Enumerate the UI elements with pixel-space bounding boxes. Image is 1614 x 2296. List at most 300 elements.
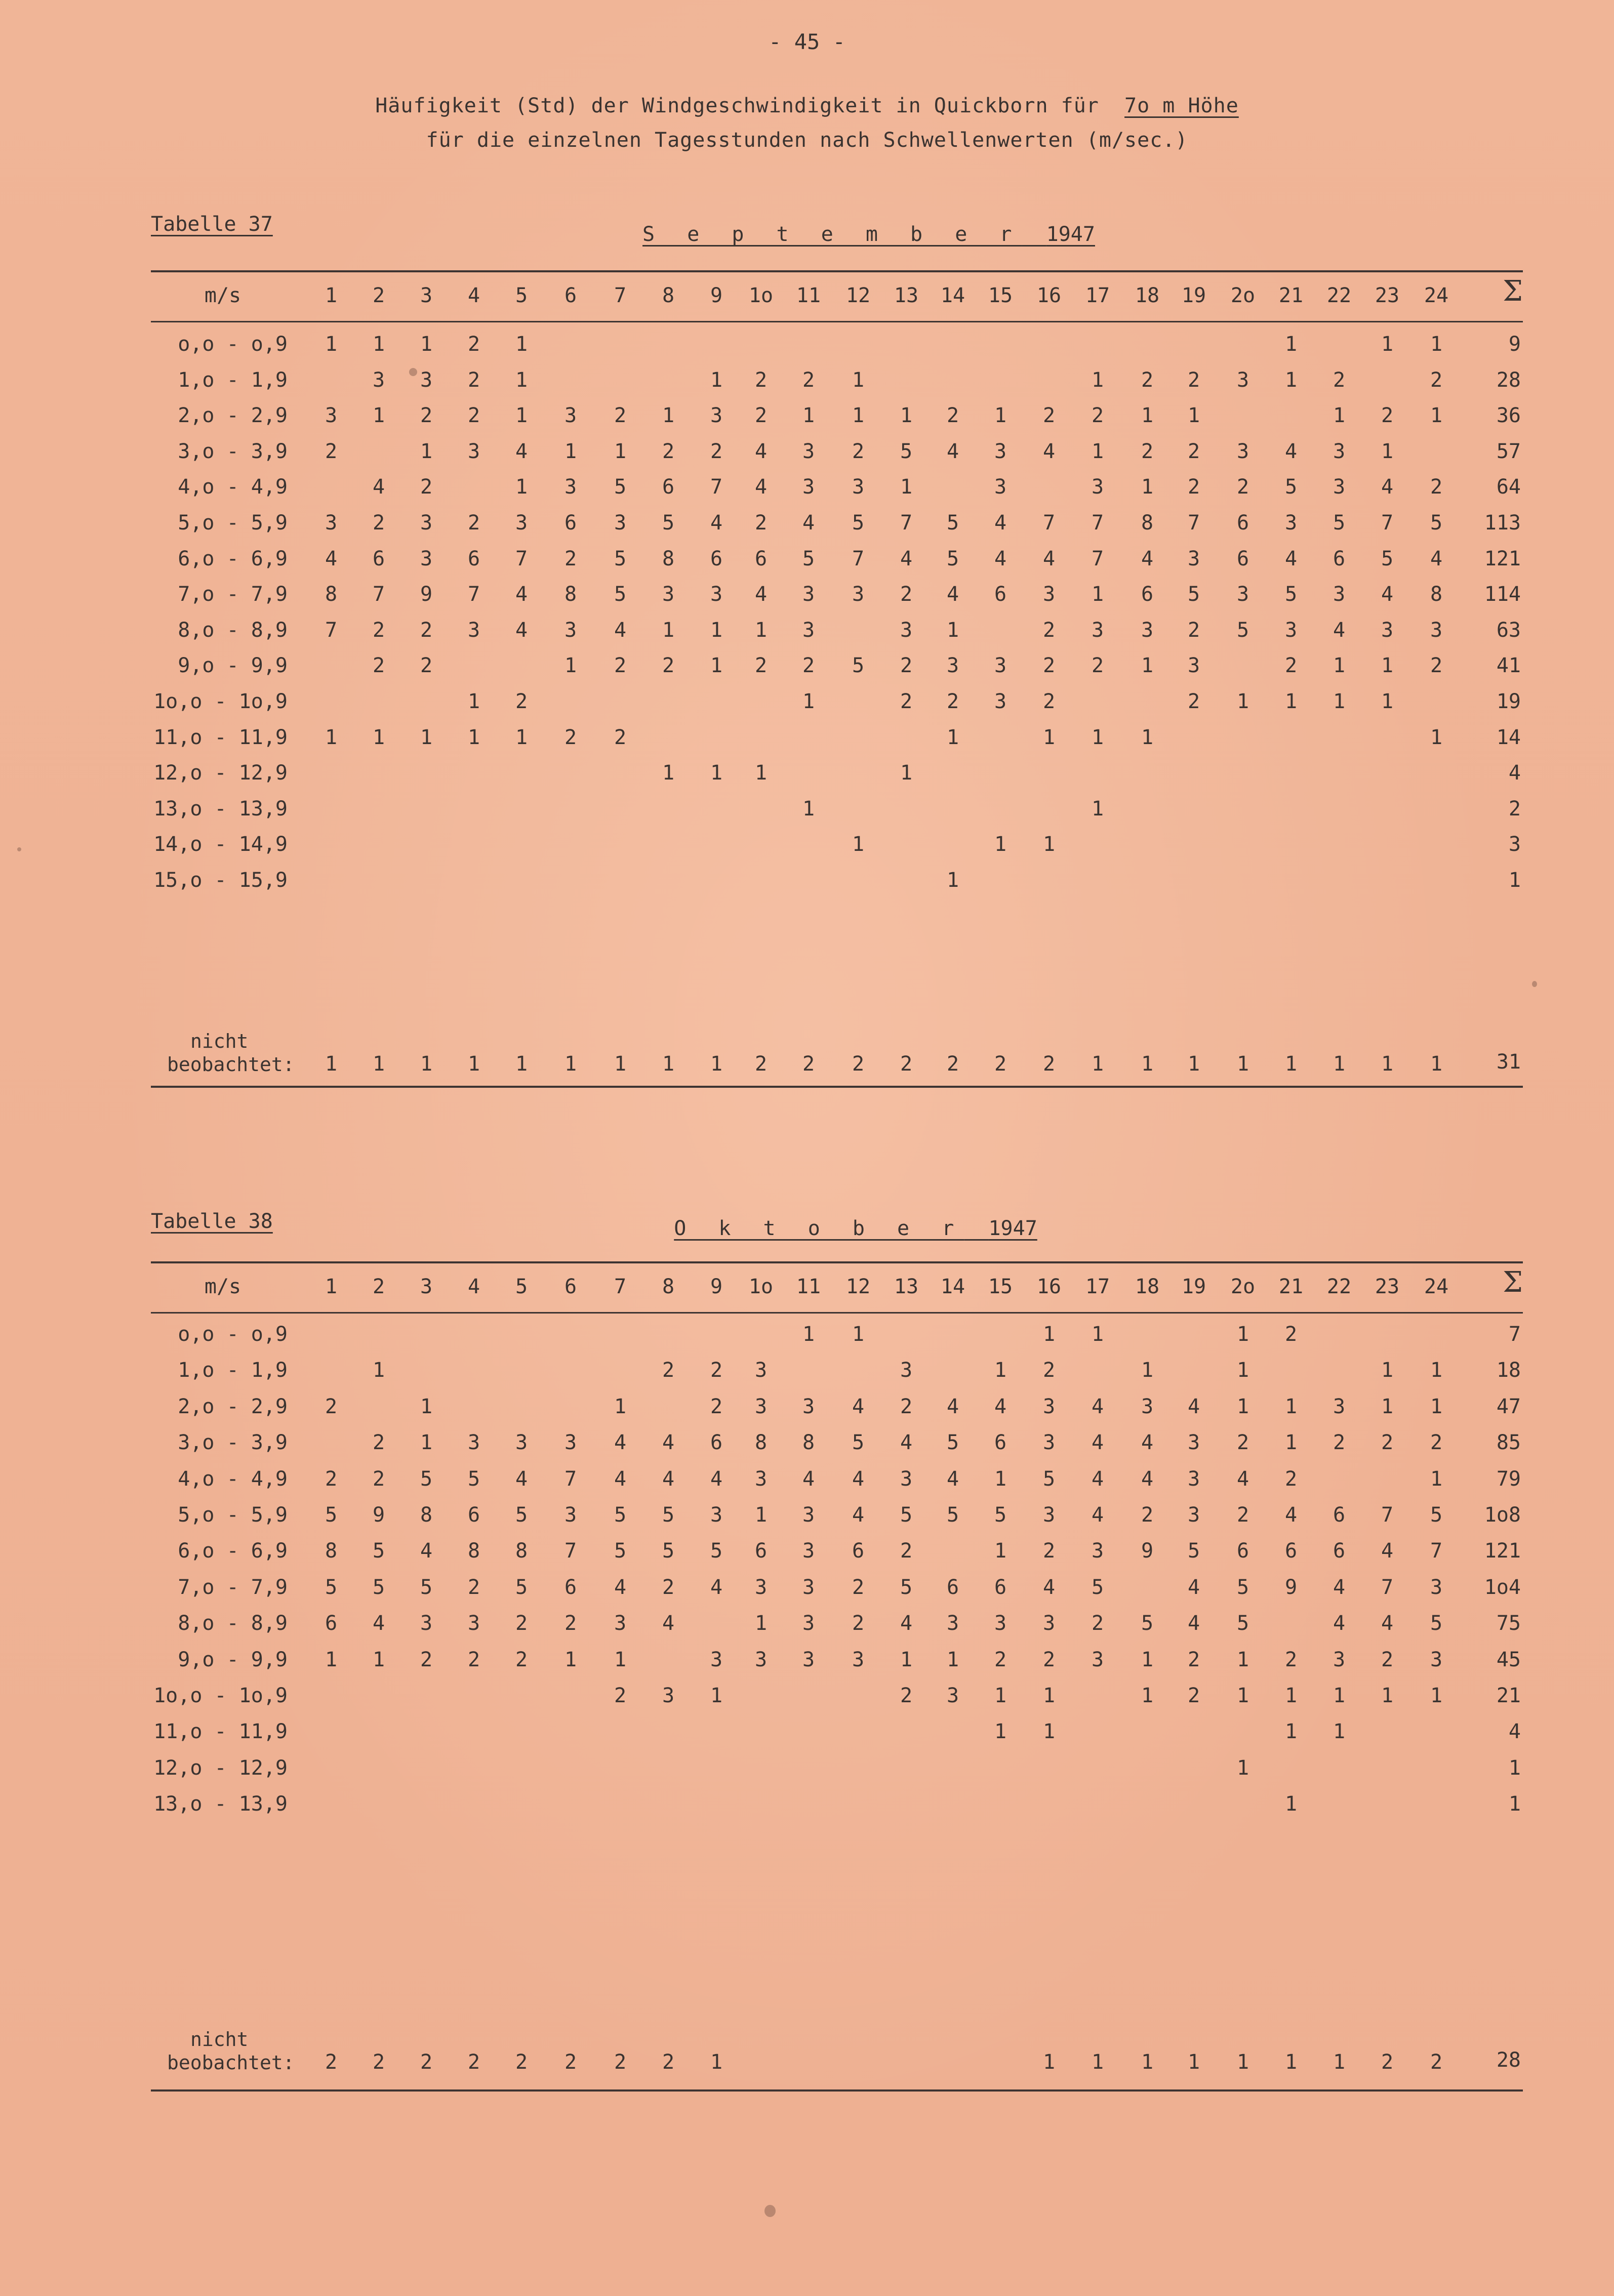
not-observed-cell: 2 — [946, 1052, 959, 1076]
table-cell: 4 — [754, 440, 768, 463]
hour-header: 13 — [894, 284, 919, 307]
table-cell: 3 — [802, 1576, 815, 1599]
table-cell: 2 — [564, 726, 577, 749]
table-cell: 1 — [852, 833, 865, 856]
table-cell: 2 — [946, 690, 959, 713]
not-observed-cell: 2 — [662, 2051, 675, 2074]
hour-header: 14 — [940, 284, 965, 307]
table-cell: 6 — [467, 547, 480, 570]
table-cell: 1 — [1141, 654, 1154, 677]
speed-range: 11,o - 11,9 — [153, 1720, 288, 1743]
speed-range: 6,o - 6,9 — [178, 547, 288, 570]
table-cell: 1 — [1091, 726, 1104, 749]
table-cell: 3 — [710, 1503, 723, 1527]
table-cell: 3 — [994, 475, 1007, 499]
table-cell: 2 — [662, 1576, 675, 1599]
table-cell: 5 — [1430, 511, 1443, 535]
table-cell: 2 — [1430, 654, 1443, 677]
hour-header: 22 — [1326, 284, 1352, 307]
table-cell: 5 — [946, 547, 959, 570]
table-cell: 8 — [515, 1539, 528, 1563]
table-cell: 4 — [1187, 1576, 1200, 1599]
not-observed-cell: 1 — [467, 1052, 480, 1076]
speed-range: 2,o - 2,9 — [178, 1395, 288, 1418]
table-cell: 3 — [754, 1395, 768, 1418]
table-cell: 1 — [662, 404, 675, 427]
table-cell: 1 — [900, 475, 913, 499]
paper-speck — [1532, 981, 1537, 987]
table-cell: 3 — [900, 619, 913, 642]
table-cell: 1 — [754, 619, 768, 642]
row-sum: 113 — [1484, 511, 1521, 535]
table-cell: 3 — [710, 583, 723, 606]
table-cell: 4 — [754, 475, 768, 499]
speed-range: 4,o - 4,9 — [178, 1467, 288, 1491]
table-cell: 4 — [515, 619, 528, 642]
table-cell: 2 — [1381, 1648, 1394, 1671]
table-cell: 1 — [1284, 1792, 1298, 1816]
table-cell: 3 — [994, 654, 1007, 677]
table-cell: 8 — [1430, 583, 1443, 606]
table-cell: 2 — [852, 1576, 865, 1599]
table-cell: 3 — [662, 1684, 675, 1707]
table-cell: 7 — [467, 583, 480, 606]
row-sum: 4 — [1508, 1720, 1521, 1743]
table-cell: 3 — [614, 511, 627, 535]
table-cell: 1 — [372, 404, 385, 427]
table-cell: 3 — [1187, 1431, 1200, 1454]
table-cell: 2 — [710, 1395, 723, 1418]
table-cell: 2 — [1187, 440, 1200, 463]
speed-range: 1,o - 1,9 — [178, 1359, 288, 1382]
table-cell: 1 — [420, 1395, 433, 1418]
table-cell: 3 — [754, 1467, 768, 1491]
table-cell: 2 — [1430, 475, 1443, 499]
table-cell: 1 — [1284, 690, 1298, 713]
table-cell: 2 — [1333, 368, 1346, 392]
table-cell: 6 — [710, 1431, 723, 1454]
table-cell: 2 — [325, 1395, 338, 1418]
row-sum: 64 — [1496, 475, 1521, 499]
table-cell: 1 — [946, 1648, 959, 1671]
title-height: 7o m Höhe — [1124, 94, 1239, 117]
hour-header: 5 — [515, 284, 528, 307]
table-cell: 2 — [1141, 1503, 1154, 1527]
not-observed-cell: 2 — [852, 1052, 865, 1076]
table-cell: 1 — [852, 368, 865, 392]
table-cell: 1 — [946, 726, 959, 749]
table-cell: 4 — [994, 547, 1007, 570]
not-observed-cell: 1 — [1430, 1052, 1443, 1076]
table-cell: 1 — [1381, 1359, 1394, 1382]
table-cell: 4 — [1042, 547, 1056, 570]
table-cell: 2 — [515, 1648, 528, 1671]
hour-header: 24 — [1424, 1275, 1449, 1298]
table-cell: 4 — [1381, 1612, 1394, 1635]
table-cell: 4 — [900, 1431, 913, 1454]
table-cell: 1 — [1381, 1395, 1394, 1418]
table-cell: 1 — [1091, 583, 1104, 606]
hour-header: 2o — [1230, 284, 1256, 307]
table-cell: 4 — [754, 583, 768, 606]
row-sum: 121 — [1484, 1539, 1521, 1563]
hour-header: 18 — [1135, 1275, 1160, 1298]
table-cell: 1 — [1091, 440, 1104, 463]
month-label — [642, 223, 1095, 246]
table-cell: 1 — [754, 761, 768, 785]
table-cell: 4 — [614, 1576, 627, 1599]
table-cell: 2 — [564, 1612, 577, 1635]
table-cell: 3 — [1381, 619, 1394, 642]
table-cell: 2 — [1042, 654, 1056, 677]
table-cell: 1 — [1236, 1395, 1249, 1418]
table-cell: 2 — [946, 404, 959, 427]
table-cell: 4 — [1284, 1503, 1298, 1527]
table-cell: 5 — [1236, 1576, 1249, 1599]
speed-range: 12,o - 12,9 — [153, 1756, 288, 1780]
table-cell: 1 — [1333, 654, 1346, 677]
table-cell: 3 — [946, 1612, 959, 1635]
table-cell: 2 — [1284, 1648, 1298, 1671]
table-cell: 4 — [1236, 1467, 1249, 1491]
not-observed-cell: 1 — [1091, 1052, 1104, 1076]
title-prefix: Häufigkeit (Std) der Windgeschwindigkeit in Quickborn für — [375, 94, 1099, 117]
table-cell: 3 — [420, 368, 433, 392]
row-sum: 63 — [1496, 619, 1521, 642]
table-cell: 2 — [1284, 1323, 1298, 1346]
table-cell: 1 — [564, 654, 577, 677]
table-cell: 2 — [754, 511, 768, 535]
month-name: O k t o b e r — [674, 1217, 964, 1240]
table-cell: 1 — [420, 333, 433, 356]
table-cell: 3 — [564, 404, 577, 427]
hour-header: 23 — [1375, 1275, 1400, 1298]
table-cell: 1 — [325, 1648, 338, 1671]
table-cell: 8 — [802, 1431, 815, 1454]
table-cell: 1 — [1333, 404, 1346, 427]
table-cell: 2 — [1042, 1359, 1056, 1382]
table-cell: 2 — [614, 404, 627, 427]
not-observed-cell: 1 — [1042, 2051, 1056, 2074]
table-cell: 1 — [1042, 1323, 1056, 1346]
table-cell: 2 — [1187, 1648, 1200, 1671]
table-cell: 3 — [900, 1359, 913, 1382]
sum-header: Σ — [1503, 275, 1523, 308]
table-cell: 4 — [1430, 547, 1443, 570]
table-cell: 2 — [900, 583, 913, 606]
row-sum: 75 — [1496, 1612, 1521, 1635]
table-cell: 1 — [994, 404, 1007, 427]
table-cell: 6 — [1236, 1539, 1249, 1563]
speed-range: o,o - o,9 — [178, 1323, 288, 1346]
table-label: Tabelle 38 — [151, 1210, 273, 1233]
table-cell: 4 — [372, 1612, 385, 1635]
table-cell: 5 — [372, 1539, 385, 1563]
table-cell: 3 — [325, 404, 338, 427]
table-cell: 1 — [1042, 833, 1056, 856]
table-cell: 2 — [754, 368, 768, 392]
table-cell: 5 — [614, 1503, 627, 1527]
not-observed-cell: 1 — [515, 1052, 528, 1076]
hour-header: 2o — [1230, 1275, 1256, 1298]
table-cell: 6 — [325, 1612, 338, 1635]
table-cell: 2 — [1187, 475, 1200, 499]
table-cell: 3 — [1042, 583, 1056, 606]
table-cell: 3 — [662, 583, 675, 606]
hour-header: 3 — [420, 284, 433, 307]
table-cell: 1 — [662, 761, 675, 785]
table-cell: 4 — [802, 1467, 815, 1491]
table-cell: 2 — [1236, 1431, 1249, 1454]
table-cell: 6 — [754, 1539, 768, 1563]
table-cell: 2 — [372, 1431, 385, 1454]
not-observed-cell: 1 — [564, 1052, 577, 1076]
table-cell: 1 — [1430, 1684, 1443, 1707]
table-cell: 1 — [372, 333, 385, 356]
table-cell: 2 — [1141, 368, 1154, 392]
table-cell: 1 — [1236, 1359, 1249, 1382]
table-cell: 1 — [325, 333, 338, 356]
table-cell: 2 — [614, 1684, 627, 1707]
table-cell: 1 — [662, 619, 675, 642]
table-cell: 4 — [1091, 1503, 1104, 1527]
table-cell: 6 — [1333, 547, 1346, 570]
table-cell: 5 — [1187, 583, 1200, 606]
speed-range: 13,o - 13,9 — [153, 1792, 288, 1816]
unit-header: m/s — [204, 1275, 241, 1298]
table-cell: 3 — [946, 654, 959, 677]
table-cell: 7 — [852, 547, 865, 570]
table-cell: 2 — [1091, 1612, 1104, 1635]
table-cell: 1 — [994, 1720, 1007, 1743]
table-cell: 5 — [852, 654, 865, 677]
table-cell: 3 — [1091, 619, 1104, 642]
table-cell: 1 — [1141, 475, 1154, 499]
not-observed-cell: 1 — [1141, 1052, 1154, 1076]
speed-range: 8,o - 8,9 — [178, 1612, 288, 1635]
hour-header: 1 — [325, 284, 338, 307]
table-cell: 2 — [1042, 1648, 1056, 1671]
table-cell: 8 — [564, 583, 577, 606]
table-cell: 3 — [802, 475, 815, 499]
table-cell: 5 — [946, 1503, 959, 1527]
hour-header: 9 — [710, 1275, 723, 1298]
speed-range: 8,o - 8,9 — [178, 619, 288, 642]
table-cell: 3 — [802, 1539, 815, 1563]
table-cell: 3 — [710, 404, 723, 427]
table-cell: 2 — [467, 511, 480, 535]
speed-range: 9,o - 9,9 — [178, 1648, 288, 1671]
not-observed-cell: 2 — [994, 1052, 1007, 1076]
not-observed-cell: 1 — [662, 1052, 675, 1076]
table-cell: 4 — [1141, 1467, 1154, 1491]
table-cell: 7 — [325, 619, 338, 642]
table-cell: 4 — [710, 1467, 723, 1491]
table-cell: 3 — [946, 1684, 959, 1707]
row-sum: 9 — [1508, 333, 1521, 356]
hour-header: 5 — [515, 1275, 528, 1298]
header-rule — [151, 1312, 1523, 1314]
table-cell: 2 — [420, 654, 433, 677]
hour-header: 23 — [1375, 284, 1400, 307]
table-cell: 2 — [1284, 654, 1298, 677]
table-cell: 1 — [614, 1395, 627, 1418]
table-cell: 1 — [1042, 1720, 1056, 1743]
table-cell: 2 — [802, 654, 815, 677]
table-cell: 7 — [564, 1467, 577, 1491]
table-cell: 3 — [372, 368, 385, 392]
table-cell: 3 — [1236, 583, 1249, 606]
table-cell: 1 — [467, 690, 480, 713]
table-cell: 2 — [420, 475, 433, 499]
table-cell: 4 — [852, 1395, 865, 1418]
table-cell: 1 — [420, 726, 433, 749]
speed-range: 1o,o - 1o,9 — [153, 690, 288, 713]
table-cell: 2 — [1091, 404, 1104, 427]
table-cell: 4 — [372, 475, 385, 499]
table-cell: 4 — [325, 547, 338, 570]
not-observed-cell: 2 — [564, 2051, 577, 2074]
table-cell: 1 — [1141, 1684, 1154, 1707]
table-cell: 1 — [1333, 1684, 1346, 1707]
table-cell: 1 — [1381, 690, 1394, 713]
table-cell: 5 — [1141, 1612, 1154, 1635]
table-cell: 2 — [372, 1467, 385, 1491]
row-sum: 28 — [1496, 368, 1521, 392]
table-cell: 3 — [994, 440, 1007, 463]
hour-header: 17 — [1085, 284, 1110, 307]
table-cell: 5 — [852, 1431, 865, 1454]
table-cell: 5 — [1236, 1612, 1249, 1635]
table-cell: 2 — [564, 547, 577, 570]
hour-header: 19 — [1181, 284, 1206, 307]
header-rule — [151, 321, 1523, 322]
speed-range: 14,o - 14,9 — [153, 833, 288, 856]
table-cell: 3 — [994, 1612, 1007, 1635]
table-cell: 5 — [662, 511, 675, 535]
table-cell: 4 — [1333, 1576, 1346, 1599]
table-cell: 2 — [1236, 1503, 1249, 1527]
table-cell: 2 — [852, 440, 865, 463]
table-cell: 5 — [325, 1503, 338, 1527]
table-cell: 3 — [1284, 619, 1298, 642]
not-observed-cell: 1 — [325, 1052, 338, 1076]
speed-range: 5,o - 5,9 — [178, 511, 288, 535]
table-cell: 4 — [946, 1395, 959, 1418]
table-cell: 7 — [564, 1539, 577, 1563]
table-cell: 2 — [1042, 619, 1056, 642]
table-cell: 4 — [710, 511, 723, 535]
table-cell: 3 — [1187, 1467, 1200, 1491]
table-cell: 1 — [1091, 1323, 1104, 1346]
table-cell: 1 — [372, 1359, 385, 1382]
hour-header: 21 — [1278, 1275, 1304, 1298]
table-cell: 1 — [994, 1467, 1007, 1491]
month-year: 1947 — [1046, 223, 1095, 246]
table-cell: 1 — [1236, 1756, 1249, 1780]
table-cell: 8 — [467, 1539, 480, 1563]
table-cell: 7 — [1187, 511, 1200, 535]
speed-range: o,o - o,9 — [178, 333, 288, 356]
table-cell: 7 — [900, 511, 913, 535]
not-observed-cell: 2 — [420, 2051, 433, 2074]
hour-header: 13 — [894, 1275, 919, 1298]
not-observed-cell: 1 — [710, 1052, 723, 1076]
table-cell: 3 — [1091, 1648, 1104, 1671]
not-observed-label: nicht — [190, 1030, 249, 1052]
sum-header: Σ — [1503, 1266, 1523, 1299]
table-cell: 1 — [1333, 690, 1346, 713]
table-cell: 1 — [900, 1648, 913, 1671]
table-cell: 3 — [1430, 619, 1443, 642]
table-cell: 1 — [710, 654, 723, 677]
month-year: 1947 — [988, 1217, 1037, 1240]
hour-header: 1o — [748, 1275, 774, 1298]
table-cell: 1 — [710, 1684, 723, 1707]
table-cell: 3 — [467, 440, 480, 463]
not-observed-cell: 1 — [1333, 2051, 1346, 2074]
table-cell: 2 — [1187, 690, 1200, 713]
table-cell: 2 — [1042, 404, 1056, 427]
table-cell: 3 — [852, 475, 865, 499]
table-cell: 2 — [1187, 1684, 1200, 1707]
hour-header: 6 — [564, 1275, 577, 1298]
table-cell: 3 — [515, 1431, 528, 1454]
table-cell: 3 — [467, 1612, 480, 1635]
table-cell: 5 — [946, 1431, 959, 1454]
hour-header: 1 — [325, 1275, 338, 1298]
table-cell: 5 — [420, 1576, 433, 1599]
table-cell: 5 — [1430, 1503, 1443, 1527]
hour-header: 7 — [614, 284, 627, 307]
table-cell: 3 — [564, 619, 577, 642]
table-cell: 3 — [1284, 511, 1298, 535]
table-cell: 2 — [420, 404, 433, 427]
table-cell: 1 — [1430, 726, 1443, 749]
table-cell: 1 — [1236, 690, 1249, 713]
hour-header: 18 — [1135, 284, 1160, 307]
table-cell: 3 — [1333, 440, 1346, 463]
table-cell: 7 — [1381, 1503, 1394, 1527]
table-cell: 1 — [1381, 440, 1394, 463]
table-cell: 4 — [900, 547, 913, 570]
table-cell: 2 — [614, 726, 627, 749]
not-observed-cell: 1 — [1284, 1052, 1298, 1076]
not-observed-cell: 2 — [900, 1052, 913, 1076]
table-cell: 4 — [946, 440, 959, 463]
table-cell: 2 — [1381, 404, 1394, 427]
table-cell: 2 — [515, 1612, 528, 1635]
table-cell: 1 — [1430, 404, 1443, 427]
table-cell: 3 — [802, 619, 815, 642]
table-cell: 3 — [754, 1648, 768, 1671]
unit-header: m/s — [204, 284, 241, 307]
table-cell: 2 — [662, 654, 675, 677]
row-sum: 45 — [1496, 1648, 1521, 1671]
speed-range: 2,o - 2,9 — [178, 404, 288, 427]
hour-header: 24 — [1424, 284, 1449, 307]
table-cell: 1 — [1091, 797, 1104, 821]
table-cell: 4 — [1284, 547, 1298, 570]
row-sum: 85 — [1496, 1431, 1521, 1454]
table-cell: 9 — [1141, 1539, 1154, 1563]
table-cell: 5 — [614, 1539, 627, 1563]
table-cell: 1 — [1091, 368, 1104, 392]
table-cell: 1 — [1141, 726, 1154, 749]
table-cell: 8 — [754, 1431, 768, 1454]
table-cell: 2 — [802, 368, 815, 392]
row-sum: 47 — [1496, 1395, 1521, 1418]
